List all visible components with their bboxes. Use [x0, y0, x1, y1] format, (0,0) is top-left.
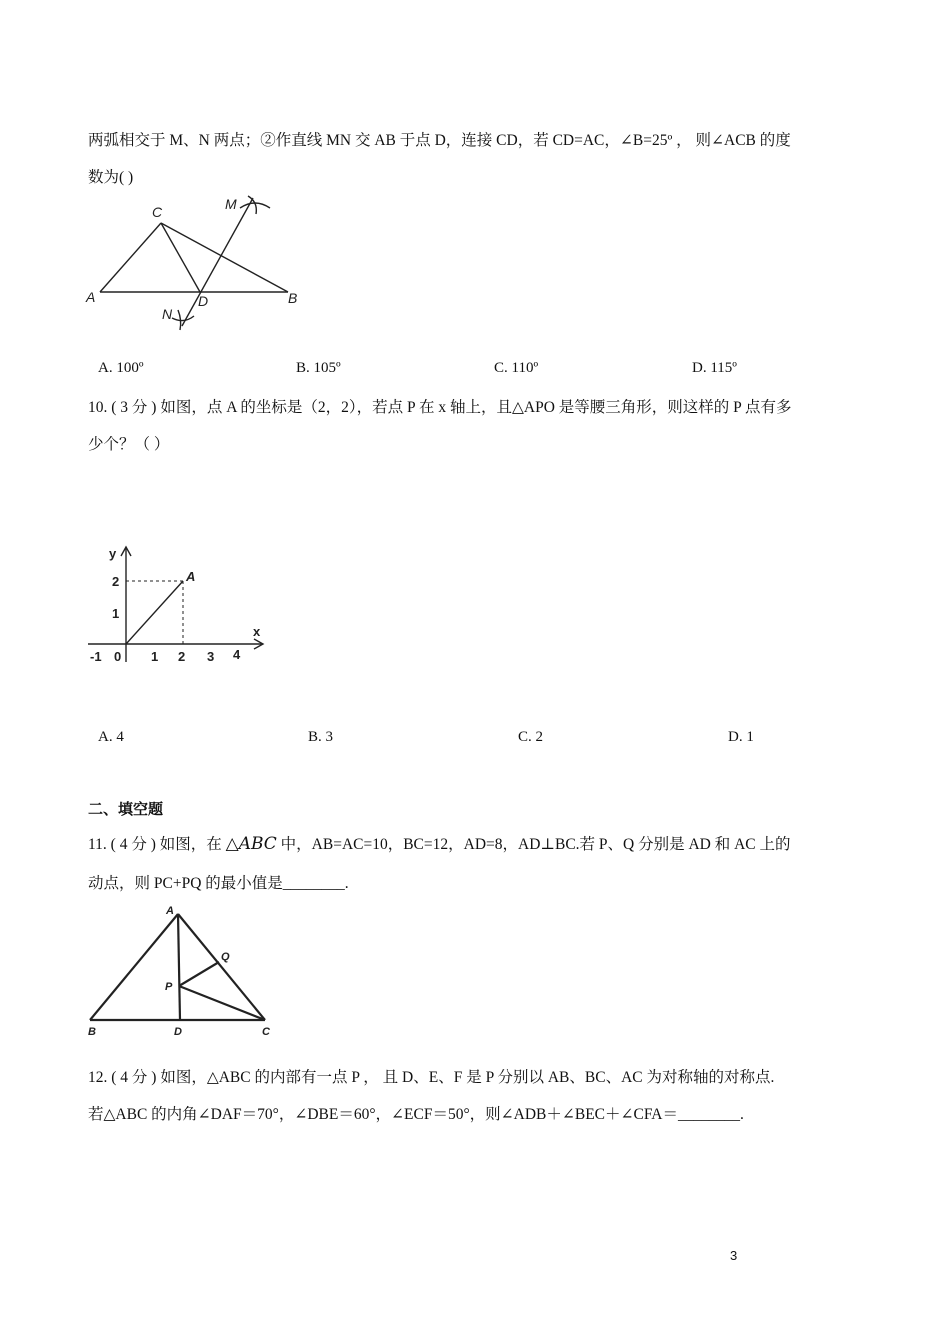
q9-option-d[interactable]: D. 115º — [692, 360, 737, 376]
label-a: A — [166, 905, 174, 917]
q10-option-d[interactable]: D. 1 — [728, 729, 754, 745]
label-y: y — [109, 546, 117, 561]
label-q: Q — [221, 951, 230, 963]
segment-ac — [100, 223, 161, 292]
q10-coordinate-figure — [82, 540, 272, 670]
label-c: C — [262, 1026, 270, 1038]
q10-text-line1: 10. ( 3 分 ) 如图，点 A 的坐标是（2，2），若点 P 在 x 轴上，且△APO 是等腰三角形，则这样的 P 点有多 — [88, 399, 792, 416]
tick-y1: 1 — [112, 606, 120, 621]
line-mn — [182, 198, 253, 326]
q12-text-line2: 若△ABC 的内角∠DAF＝70°，∠DBE＝60°，∠ECF＝50°，则∠ADB＋∠BEC＋∠CFA＝________. — [88, 1106, 744, 1123]
q11-text-line1 — [88, 832, 791, 854]
tick-x1: 1 — [151, 649, 159, 664]
arc-n — [172, 316, 194, 321]
label-b: B — [288, 290, 298, 306]
segment-ad — [178, 914, 180, 1020]
q10-text-line2: 少个？（ ） — [88, 436, 170, 453]
segment-ac — [178, 914, 265, 1020]
segment-pq — [179, 962, 219, 986]
segment-oa — [126, 581, 183, 644]
tick-x4: 4 — [233, 647, 241, 662]
q9-option-b[interactable]: B. 105º — [296, 360, 341, 376]
page-number: 3 — [730, 1248, 738, 1263]
label-x: x — [253, 624, 261, 639]
label-n: N — [162, 306, 173, 322]
tick-x3: 3 — [207, 649, 215, 664]
segment-ab — [90, 914, 178, 1020]
q10-option-b[interactable]: B. 3 — [308, 729, 334, 745]
label-p: P — [165, 981, 173, 993]
q12-text-line1: 12. ( 4 分 ) 如图，△ABC 的内部有一点 P ， 且 D、E、F 是 P 分别以 AB、BC、AC 为对称轴的对称点. — [88, 1069, 775, 1086]
tick-y2: 2 — [112, 574, 120, 589]
section-title: 二、填空题 — [88, 800, 164, 818]
label-point-a: A — [186, 569, 196, 584]
tick-xm1: -1 — [90, 649, 102, 664]
tick-x2: 2 — [178, 649, 186, 664]
q11-text-line2: 动点，则 PC+PQ 的最小值是________. — [88, 875, 349, 892]
q9-option-c[interactable]: C. 110º — [494, 360, 539, 376]
q10-option-c[interactable]: C. 2 — [518, 729, 544, 745]
label-d: D — [174, 1026, 182, 1038]
q10-option-a[interactable]: A. 4 — [98, 729, 124, 745]
label-m: M — [225, 196, 237, 212]
q11-triangle-figure — [82, 902, 282, 1042]
q11-math-abc: △ABC — [225, 834, 277, 854]
q9-figure — [80, 190, 310, 335]
q9-text-line2: 数为( ) — [88, 169, 134, 186]
label-c: C — [152, 204, 163, 220]
q11-text-pre: 11. ( 4 分 ) 如图，在 — [88, 836, 226, 853]
label-b: B — [88, 1026, 96, 1038]
label-d: D — [198, 293, 209, 309]
label-a: A — [86, 289, 96, 305]
q9-text-line1: 两弧相交于 M、N 两点；②作直线 MN 交 AB 于点 D，连接 CD，若 CD=AC，∠B=25º ， 则∠ACB 的度 — [88, 132, 791, 149]
q9-option-a[interactable]: A. 100º — [98, 360, 144, 376]
q11-text-post: 中，AB=AC=10，BC=12，AD=8，AD⊥BC.若 P、Q 分别是 AD 和 AC 上的 — [276, 836, 791, 853]
tick-x0: 0 — [114, 649, 122, 664]
